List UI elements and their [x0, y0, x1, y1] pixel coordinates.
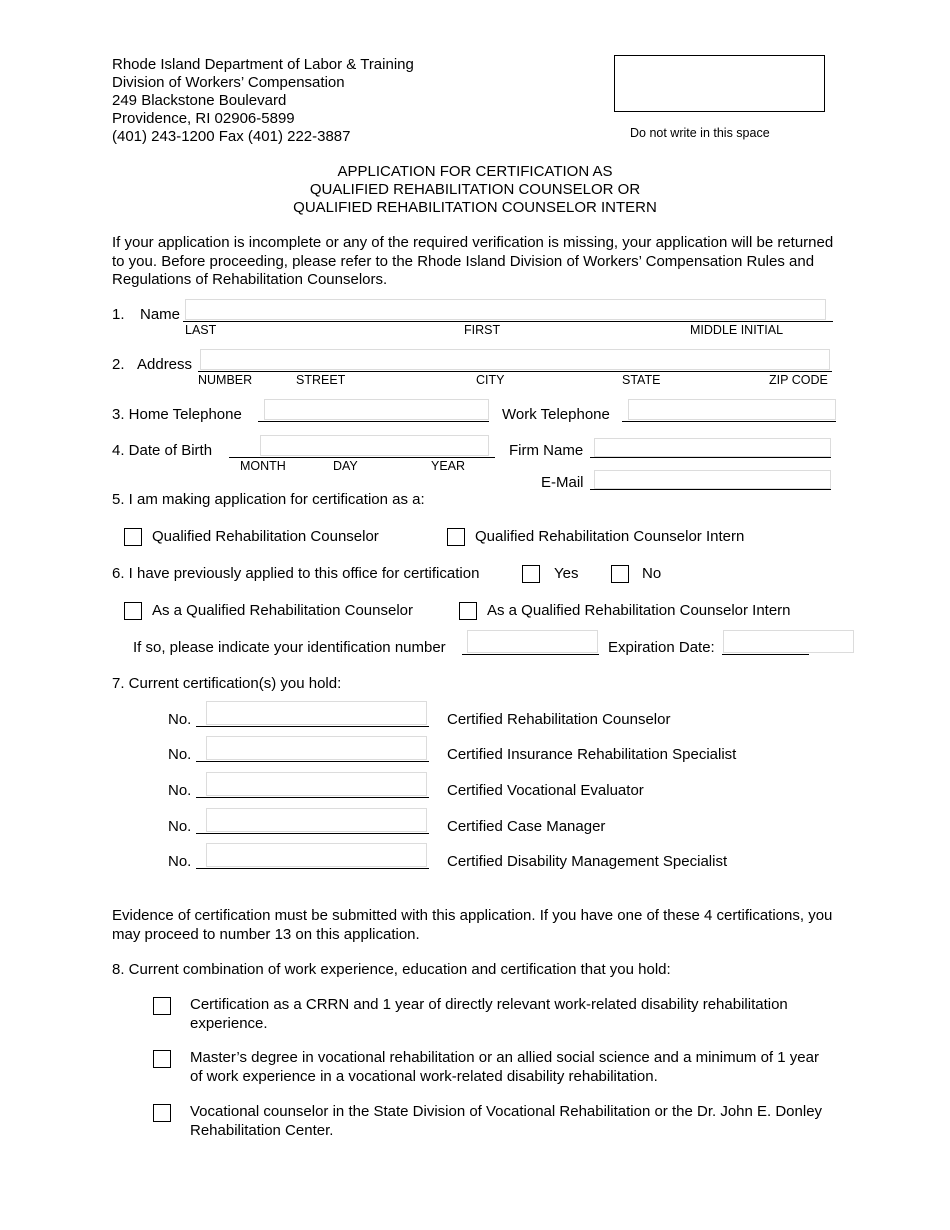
prev-qrc-intern-checkbox[interactable]: [459, 602, 477, 620]
cert-no-label: No.: [168, 746, 192, 763]
address-underline: [198, 371, 832, 372]
qrc-intern-option-label: Qualified Rehabilitation Counselor Intern: [475, 528, 745, 545]
cert-no-underline: [196, 833, 429, 834]
work-telephone-input[interactable]: [628, 399, 836, 420]
city-state-zip: Providence, RI 02906-5899: [112, 110, 295, 127]
email-label: E-Mail: [541, 474, 584, 491]
dob-underline: [229, 457, 495, 458]
street-address: 249 Blackstone Boulevard: [112, 92, 287, 109]
evidence-paragraph: Evidence of certification must be submitted with this application. If you have one of these 4 certifications, you may proceed to number 13 on this application.: [112, 907, 833, 943]
cert-no-underline: [196, 797, 429, 798]
work-phone-underline: [622, 421, 836, 422]
q1-number: 1.: [112, 306, 125, 323]
q8-option-text: Certification as a CRRN and 1 year of directly relevant work-related disability rehabilitation experience.: [190, 996, 788, 1032]
cert-name: Certified Vocational Evaluator: [447, 782, 644, 799]
cert-name: Certified Disability Management Specialist: [447, 853, 728, 870]
phone-fax: (401) 243-1200 Fax (401) 222-3887: [112, 128, 351, 145]
work-telephone-label: Work Telephone: [502, 406, 610, 423]
q8-option-checkbox[interactable]: [153, 997, 171, 1015]
agency-name: Rhode Island Department of Labor & Training: [112, 56, 414, 73]
cert-number-input[interactable]: [206, 843, 427, 867]
prev-qrc-intern-label: As a Qualified Rehabilitation Counselor Intern: [487, 602, 791, 619]
firm-name-underline: [590, 457, 831, 458]
email-underline: [590, 489, 831, 490]
office-use-note: Do not write in this space: [630, 126, 770, 140]
cert-name: Certified Insurance Rehabilitation Specialist: [447, 746, 737, 763]
q7-label: 7. Current certification(s) you hold:: [112, 675, 342, 692]
cert-no-underline: [196, 726, 429, 727]
q6-label: 6. I have previously applied to this office for certification: [112, 565, 480, 582]
home-phone-underline: [258, 421, 489, 422]
cert-no-label: No.: [168, 818, 192, 835]
address-sub-zip: ZIP CODE: [769, 373, 828, 387]
prev-qrc-label: As a Qualified Rehabilitation Counselor: [152, 602, 413, 619]
cert-no-label: No.: [168, 853, 192, 870]
cert-number-input[interactable]: [206, 808, 427, 832]
q4-label: 4. Date of Birth: [112, 442, 213, 459]
address-input[interactable]: [200, 349, 830, 370]
address-sub-city: CITY: [476, 373, 505, 387]
q3-label: 3. Home Telephone: [112, 406, 242, 423]
cert-number-input[interactable]: [206, 736, 427, 760]
qrc-option-label: Qualified Rehabilitation Counselor: [152, 528, 379, 545]
q8-label: 8. Current combination of work experience, education and certification that you hold:: [112, 961, 671, 978]
q8-option-checkbox[interactable]: [153, 1104, 171, 1122]
firm-name-label: Firm Name: [509, 442, 584, 459]
home-telephone-input[interactable]: [264, 399, 489, 420]
cert-number-input[interactable]: [206, 772, 427, 796]
name-input[interactable]: [185, 299, 826, 320]
address-sub-street: STREET: [296, 373, 346, 387]
q5-label: 5. I am making application for certification as a:: [112, 491, 425, 508]
dob-sub-year: YEAR: [431, 459, 466, 473]
cert-name: Certified Case Manager: [447, 818, 606, 835]
name-sub-middle: MIDDLE INITIAL: [690, 323, 784, 337]
qrc-checkbox[interactable]: [124, 528, 142, 546]
cert-number-input[interactable]: [206, 701, 427, 725]
previous-yes-label: Yes: [554, 565, 579, 582]
id-number-underline: [462, 654, 599, 655]
form-title-line-1: APPLICATION FOR CERTIFICATION AS: [337, 163, 613, 180]
cert-no-label: No.: [168, 711, 192, 728]
expiration-date-input[interactable]: [723, 630, 854, 653]
intro-paragraph: If your application is incomplete or any of the required verification is missing, your application will be returned to you. Before proceeding, please refer to the Rhode Island Division of Workers’ Compensation Rules and Regulations of Rehabilitation Counselors.: [112, 234, 834, 288]
email-input[interactable]: [594, 470, 831, 489]
cert-name: Certified Rehabilitation Counselor: [447, 711, 671, 728]
name-underline: [183, 321, 833, 322]
previous-no-label: No: [642, 565, 662, 582]
name-sub-first: FIRST: [464, 323, 501, 337]
firm-name-input[interactable]: [594, 438, 831, 457]
q1-label: Name: [140, 306, 181, 323]
form-title-line-2: QUALIFIED REHABILITATION COUNSELOR OR: [309, 181, 641, 198]
q8-option-checkbox[interactable]: [153, 1050, 171, 1068]
division-name: Division of Workers’ Compensation: [112, 74, 345, 91]
q2-label: Address: [137, 356, 193, 373]
q8-option-text: Master’s degree in vocational rehabilitation or an allied social science and a minimum of 1 year of work experience in a vocational work-related disability rehabilitation.: [190, 1049, 819, 1085]
id-number-input[interactable]: [467, 630, 598, 653]
q2-number: 2.: [112, 356, 125, 373]
cert-no-label: No.: [168, 782, 192, 799]
qrc-intern-checkbox[interactable]: [447, 528, 465, 546]
previous-yes-checkbox[interactable]: [522, 565, 540, 583]
expiration-underline: [722, 654, 809, 655]
form-title-line-3: QUALIFIED REHABILITATION COUNSELOR INTERN: [293, 199, 657, 216]
name-sub-last: LAST: [185, 323, 217, 337]
address-sub-state: STATE: [622, 373, 661, 387]
q8-option-text: Vocational counselor in the State Division of Vocational Rehabilitation or the Dr. John E. Donley Rehabilitation Center.: [190, 1103, 823, 1139]
prev-qrc-checkbox[interactable]: [124, 602, 142, 620]
dob-sub-day: DAY: [333, 459, 358, 473]
cert-no-underline: [196, 868, 429, 869]
date-of-birth-input[interactable]: [260, 435, 489, 456]
previous-no-checkbox[interactable]: [611, 565, 629, 583]
dob-sub-month: MONTH: [240, 459, 286, 473]
cert-no-underline: [196, 761, 429, 762]
expiration-date-label: Expiration Date:: [608, 639, 715, 656]
id-number-label: If so, please indicate your identification number: [133, 639, 446, 656]
address-sub-number: NUMBER: [198, 373, 253, 387]
office-use-box: [614, 55, 825, 112]
